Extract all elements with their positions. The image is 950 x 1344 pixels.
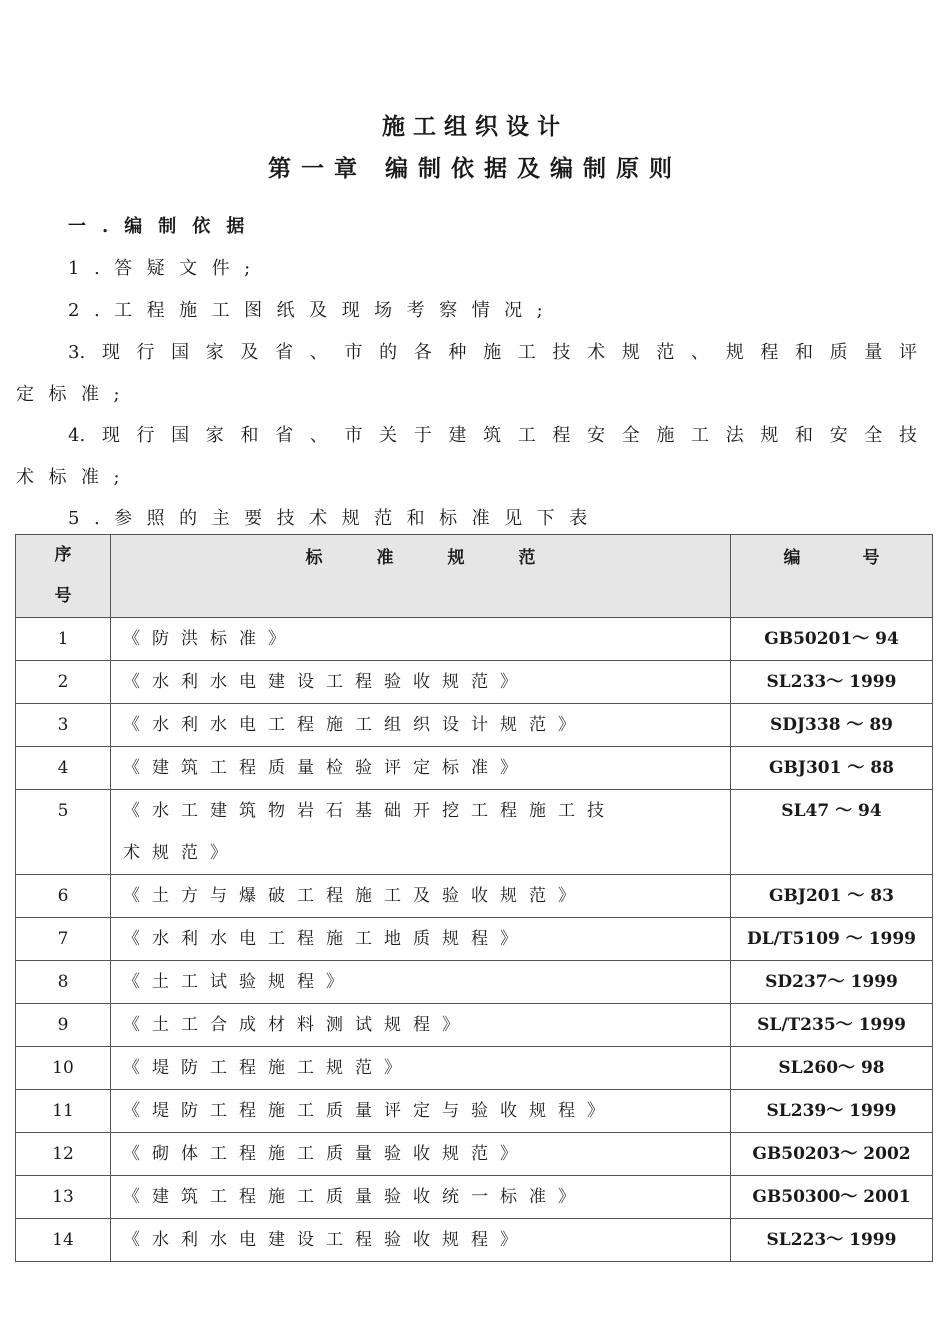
row-code: SL239～ 1999 (731, 1090, 933, 1133)
standards-table (15, 534, 933, 1262)
row-standard-name: 《堤防工程施工规范》 (111, 1047, 731, 1090)
header-standard-name-label: 标准规范 (305, 548, 536, 568)
row-number: 3 (16, 704, 111, 747)
list-item: 5.参照的主要技术规范和标准见下表 (68, 508, 602, 529)
table-header-row (16, 535, 933, 618)
row-standard-name: 《土工试验规程》 (111, 961, 731, 1004)
table-row (16, 790, 933, 875)
table-row (16, 875, 933, 918)
row-code: SL/T235～ 1999 (731, 1004, 933, 1047)
row-standard-name: 《土方与爆破工程施工及验收规范》 (111, 875, 731, 918)
section-heading: 一.编制依据 (68, 216, 261, 237)
row-standard-name: 《防洪标准》 (111, 618, 731, 661)
header-serial-number (16, 535, 111, 618)
list-item: 4.现行国家和省、市关于建筑工程安全施工法规和安全技 (68, 425, 917, 446)
row-standard-name: 《堤防工程施工质量评定与验收规程》 (111, 1090, 731, 1133)
header-code (731, 535, 933, 618)
header-code-label: 编号 (783, 548, 880, 568)
row-number: 2 (16, 661, 111, 704)
document-title: 施工组织设计 (382, 113, 568, 140)
list-item: 1.答疑文件; (68, 258, 265, 279)
row-number: 1 (16, 618, 111, 661)
header-serial-number-char1: 序 (54, 545, 72, 565)
row-standard-name: 《建筑工程施工质量验收统一标准》 (111, 1176, 731, 1219)
row-standard-name: 《水利水电工程施工组织设计规范》 (111, 704, 731, 747)
row-number: 4 (16, 747, 111, 790)
table-row (16, 1176, 933, 1219)
list-item-continuation: 术标准; (16, 467, 135, 488)
row-standard-name-line2: 术规范》 (123, 843, 239, 863)
table-row (16, 618, 933, 661)
row-code: SL223～ 1999 (731, 1219, 933, 1262)
row-standard-name: 《建筑工程质量检验评定标准》 (111, 747, 731, 790)
row-number: 12 (16, 1133, 111, 1176)
list-item-continuation: 定标准; (16, 384, 135, 405)
table-row (16, 1133, 933, 1176)
table-row (16, 1219, 933, 1262)
list-item: 3.现行国家及省、市的各种施工技术规范、规程和质量评 (68, 342, 917, 363)
table-row (16, 1090, 933, 1133)
table-row (16, 704, 933, 747)
row-code: GB50201～ 94 (731, 618, 933, 661)
table-row (16, 661, 933, 704)
row-code: GB50300～ 2001 (731, 1176, 933, 1219)
row-number: 13 (16, 1176, 111, 1219)
row-number: 6 (16, 875, 111, 918)
row-number: 14 (16, 1219, 111, 1262)
row-standard-name: 《土工合成材料测试规程》 (111, 1004, 731, 1047)
list-item: 2.工程施工图纸及现场考察情况; (68, 300, 558, 321)
row-code: SL47 ～ 94 (731, 790, 933, 875)
table-row (16, 747, 933, 790)
row-code: GB50203～ 2002 (731, 1133, 933, 1176)
table-row (16, 1004, 933, 1047)
table-row (16, 961, 933, 1004)
row-standard-name (111, 790, 731, 875)
chapter-title: 第一章 编制依据及编制原则 (267, 155, 682, 182)
row-number: 5 (16, 790, 111, 875)
row-standard-name: 《水利水电建设工程验收规程》 (111, 1219, 731, 1262)
row-code: GBJ301 ～ 88 (731, 747, 933, 790)
row-code: SL233～ 1999 (731, 661, 933, 704)
table-row (16, 918, 933, 961)
row-number: 9 (16, 1004, 111, 1047)
row-number: 10 (16, 1047, 111, 1090)
row-code: SDJ338 ～ 89 (731, 704, 933, 747)
row-standard-name: 《水利水电建设工程验收规范》 (111, 661, 731, 704)
row-number: 11 (16, 1090, 111, 1133)
row-code: DL/T5109 ～ 1999 (731, 918, 933, 961)
row-standard-name: 《水利水电工程施工地质规程》 (111, 918, 731, 961)
row-code: GBJ201 ～ 83 (731, 875, 933, 918)
row-code: SD237～ 1999 (731, 961, 933, 1004)
row-standard-name: 《砌体工程施工质量验收规范》 (111, 1133, 731, 1176)
row-number: 8 (16, 961, 111, 1004)
header-serial-number-char2: 号 (54, 586, 72, 606)
row-standard-name-line1: 《水工建筑物岩石基础开挖工程施工技 (123, 801, 616, 821)
table-row (16, 1047, 933, 1090)
header-standard-name (111, 535, 731, 618)
row-number: 7 (16, 918, 111, 961)
row-code: SL260～ 98 (731, 1047, 933, 1090)
